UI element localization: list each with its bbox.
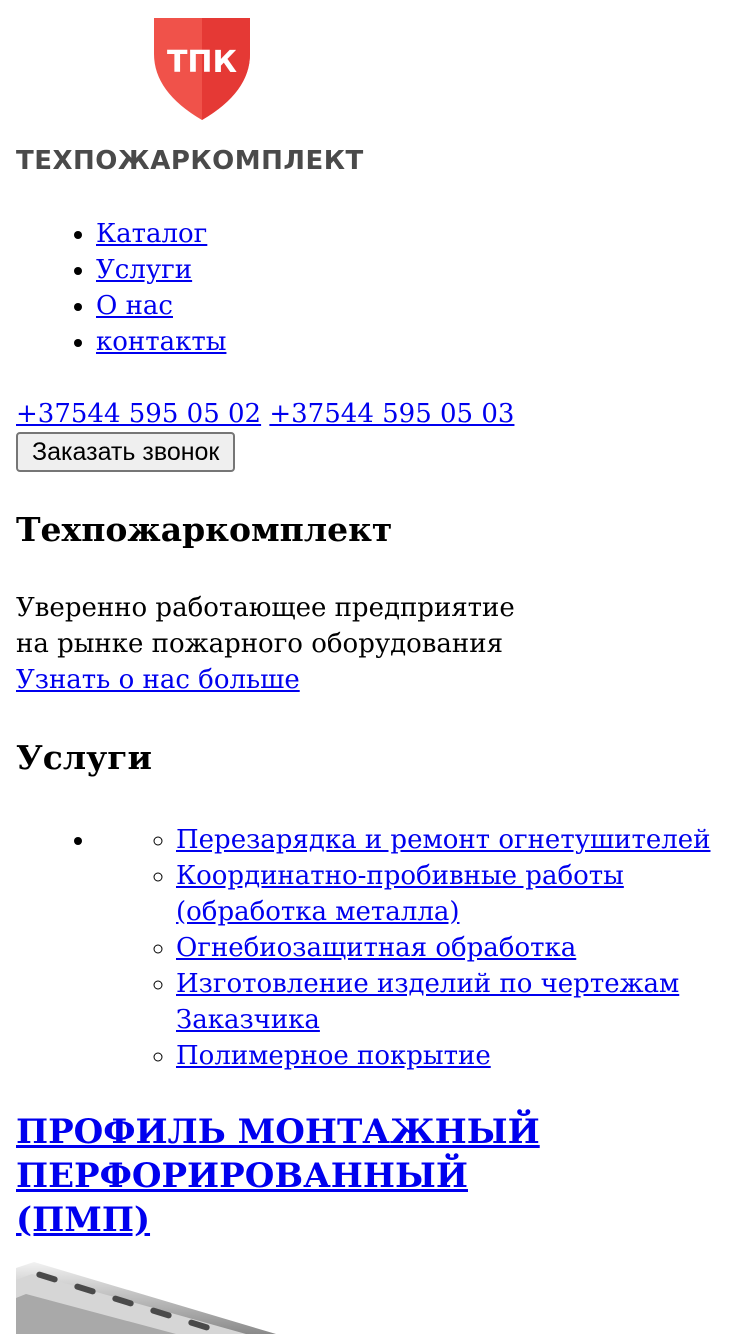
services-sublist [96, 822, 734, 1074]
nav-item-about [96, 288, 734, 324]
nav-item-catalog [96, 216, 734, 252]
service-item-manufacturing [176, 966, 734, 1038]
service-link-recharge[interactable]: Перезарядка и ремонт огнетушителей [176, 825, 711, 855]
service-link-punching[interactable]: Координатно-пробивные работы (обработка металла) [176, 861, 624, 927]
phone-link-1[interactable]: +37544 595 05 02 [16, 399, 262, 429]
nav-link-services[interactable]: Услуги [96, 255, 193, 285]
about-line-2: на рынке пожарного оборудования [16, 629, 503, 659]
service-link-polymer[interactable]: Полимерное покрытие [176, 1041, 491, 1071]
logo-wordmark: ТЕХПОЖАРКОМПЛЕКТ [16, 146, 364, 176]
service-link-manufacturing[interactable]: Изготовление изделий по чертежам Заказчика [176, 969, 680, 1035]
service-item-recharge [176, 822, 734, 858]
product-heading [16, 1110, 576, 1242]
nav-link-about[interactable]: О нас [96, 291, 173, 321]
nav-item-services [96, 252, 734, 288]
about-more-link[interactable]: Узнать о нас больше [16, 665, 300, 695]
service-link-fire-protection[interactable]: Огнебиозащитная обработка [176, 933, 577, 963]
phone-block [16, 396, 734, 432]
perforated-profile-image[interactable] [16, 1258, 316, 1334]
nav-link-contacts[interactable]: контакты [96, 327, 227, 357]
site-logo[interactable] [16, 0, 734, 180]
nav-link-catalog[interactable]: Каталог [96, 219, 208, 249]
service-item-punching [176, 858, 734, 930]
service-item-polymer [176, 1038, 734, 1074]
services-title: Услуги [16, 738, 152, 777]
about-description [16, 590, 734, 698]
services-list [16, 822, 734, 1074]
services-list-item [96, 822, 734, 1074]
service-item-fire-protection [176, 930, 734, 966]
nav-item-contacts [96, 324, 734, 360]
phone-link-2[interactable]: +37544 595 05 03 [269, 399, 515, 429]
about-line-1: Уверенно работающее предприятие [16, 593, 515, 623]
main-nav [16, 216, 734, 360]
callback-button[interactable]: Заказать звонок [16, 432, 235, 472]
product-title-link[interactable]: ПРОФИЛЬ МОНТАЖНЫЙ ПЕРФОРИРОВАННЫЙ (ПМП) [16, 1112, 540, 1240]
about-title: Техпожаркомплект [16, 510, 393, 549]
logo-badge-text: ТПК [166, 45, 238, 80]
shield-logo-icon [136, 14, 268, 122]
